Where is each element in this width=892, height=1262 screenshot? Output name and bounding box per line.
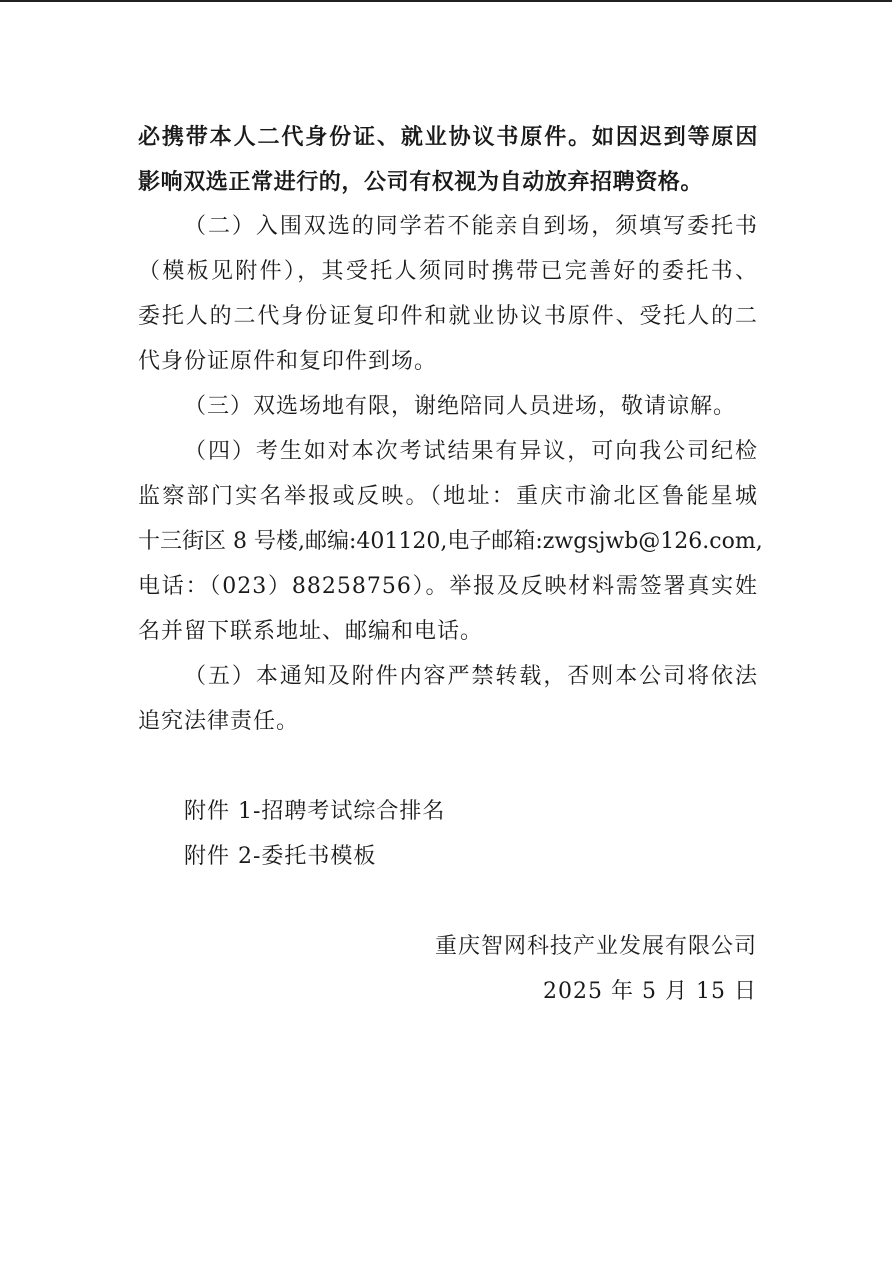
attachment-2: 附件 2-委托书模板 bbox=[184, 844, 377, 869]
signature-company: 重庆智网科技产业发展有限公司 bbox=[434, 934, 757, 959]
intro-line-2: 影响双选正常进行的，公司有权视为自动放弃招聘资格。 bbox=[138, 169, 704, 195]
signature-date: 2025 年 5 月 15 日 bbox=[543, 979, 757, 1004]
para5-line-1: （五）本通知及附件内容严禁转载，否则本公司将依法 bbox=[184, 664, 758, 689]
para4-line-4: 电话：（023）88258756）。举报及反映材料需签署真实姓 bbox=[138, 574, 758, 599]
para3-line-1: （三）双选场地有限，谢绝陪同人员进场，敬请谅解。 bbox=[184, 394, 737, 419]
para4-line-5: 名并留下联系地址、邮编和电话。 bbox=[138, 619, 484, 644]
para4-line-3: 十三街区 8 号楼,邮编:401120,电子邮箱:zwgsjwb@126.com, bbox=[138, 529, 763, 554]
para2-line-1: （二）入围双选的同学若不能亲自到场，须填写委托书 bbox=[184, 214, 758, 239]
para2-line-4: 代身份证原件和复印件到场。 bbox=[138, 349, 438, 374]
intro-line-1: 必携带本人二代身份证、就业协议书原件。如因迟到等原因 bbox=[138, 124, 758, 150]
para4-line-1: （四）考生如对本次考试结果有异议，可向我公司纪检 bbox=[184, 439, 758, 464]
para4-line-2: 监察部门实名举报或反映。（地址：重庆市渝北区鲁能星城 bbox=[138, 484, 758, 509]
para2-line-2: （模板见附件），其受托人须同时携带已完善好的委托书、 bbox=[138, 259, 758, 284]
para2-line-3: 委托人的二代身份证复印件和就业协议书原件、受托人的二 bbox=[138, 304, 758, 329]
para5-line-2: 追究法律责任。 bbox=[138, 709, 300, 734]
attachment-1: 附件 1-招聘考试综合排名 bbox=[184, 799, 446, 824]
